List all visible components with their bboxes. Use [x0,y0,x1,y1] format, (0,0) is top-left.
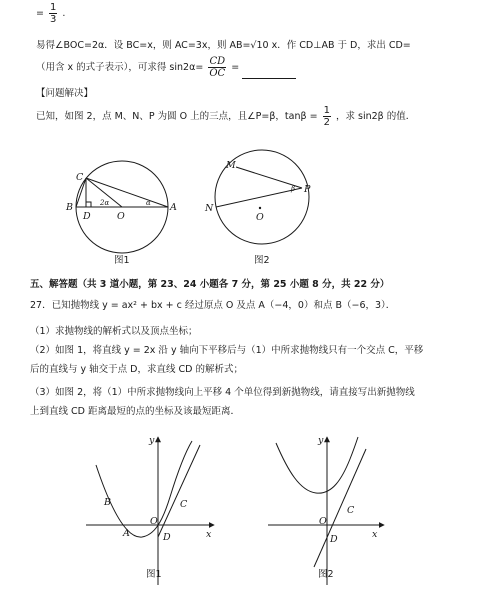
frac-den: 3 [50,14,57,25]
axis-x-label-2: x [372,529,378,540]
label-P: P [304,184,311,195]
figure-3-axes [86,437,214,585]
figure-1-circle [76,161,168,253]
label-beta: β [291,185,296,193]
label-B: B [66,202,73,213]
label-A2: A [123,528,130,539]
subq-2a: （2）如图 1，将直线 y = 2x 沿 y 轴向下平移后与（1）中所求抛物线只有一个交点 C，平移 [30,345,424,356]
problem-line [36,105,415,128]
figure-4-labels [317,435,378,580]
subq-1: （1）求抛物线的解析式以及顶点坐标； [30,326,198,337]
problem-heading: 【问题解决】 [36,88,94,99]
subq-2b: 后的直线与 y 轴交于点 D，求直线 CD 的解析式； [30,364,243,375]
fraction-cd-oc [208,56,226,79]
label-N: N [205,203,214,214]
frac-num: 1 [323,105,330,116]
parabola-figures [0,427,480,607]
label-D: D [83,211,91,222]
line3-text: （用含 x 的式子表示），可求得 sin2α= [36,62,204,73]
axis-y-label: y [149,435,155,446]
eq-sign: = [231,62,240,73]
frac-num: 1 [50,2,57,13]
figure-3-caption: 图1 [146,569,162,580]
label-2alpha: 2α [100,199,110,207]
figure-4-caption: 图2 [318,569,334,580]
axis-x-label: x [206,529,212,540]
label-O4: O [319,516,327,527]
label-A: A [170,202,177,213]
label-D2: D [163,532,171,543]
label-C2: C [180,499,188,510]
solution-line-2: 易得∠BOC=2α．设 BC=x，则 AC=3x，则 AB=√10 x．作 CD⊥AB 于 D，求出 CD= [36,40,411,51]
figure-2-caption: 图2 [254,255,270,266]
figure-4-curves [276,437,366,567]
center-dot [259,207,261,209]
question-27: 27．已知抛物线 y = ax² + bx + c 经过原点 O 及点 A（−4，0）和点 B（−6，3）． [30,300,396,311]
answer-blank [242,68,296,79]
label-O2: O [256,212,264,223]
line4-text: 已知，如图 2，点 M、N、P 为圆 O 上的三点，且∠P=β，tanβ = [36,111,318,122]
frac-num: CD [209,56,226,67]
figure-4-axes [268,437,384,585]
subq-3b: 上到直线 CD 距离最短的点的坐标及该最短距离． [30,406,240,417]
frac-den: OC [209,68,226,79]
line4-suffix: ，求 sin2β 的值． [335,111,416,122]
label-O: O [117,211,125,222]
axis-y-label-2: y [318,435,324,446]
label-O3: O [150,516,158,527]
solution-line-3 [36,56,296,79]
circle-figures [0,132,480,272]
section-title: 五、解答题（共 3 道小题，第 23、24 小题各 7 分，第 25 小题 8 分，共 22 分） [30,279,390,290]
figure-1-caption: 图1 [114,255,130,266]
period: . [62,8,66,19]
figure-1-labels [65,172,177,266]
eq-sign: = [36,8,44,19]
figure-3-curves [96,441,200,537]
top-equation [36,2,65,25]
label-alpha: α [146,199,151,207]
fraction-one-half [323,105,331,128]
label-D3: D [330,534,338,545]
label-M: M [226,160,236,171]
frac-den: 2 [323,117,330,128]
label-B2: B [104,497,111,508]
label-C: C [76,172,84,183]
label-C3: C [347,505,355,516]
subq-3a: （3）如图 2，将（1）中所求抛物线向上平移 4 个单位得到新抛物线，请直接写出新抛物线 [30,387,415,398]
fraction-one-third [49,2,57,25]
